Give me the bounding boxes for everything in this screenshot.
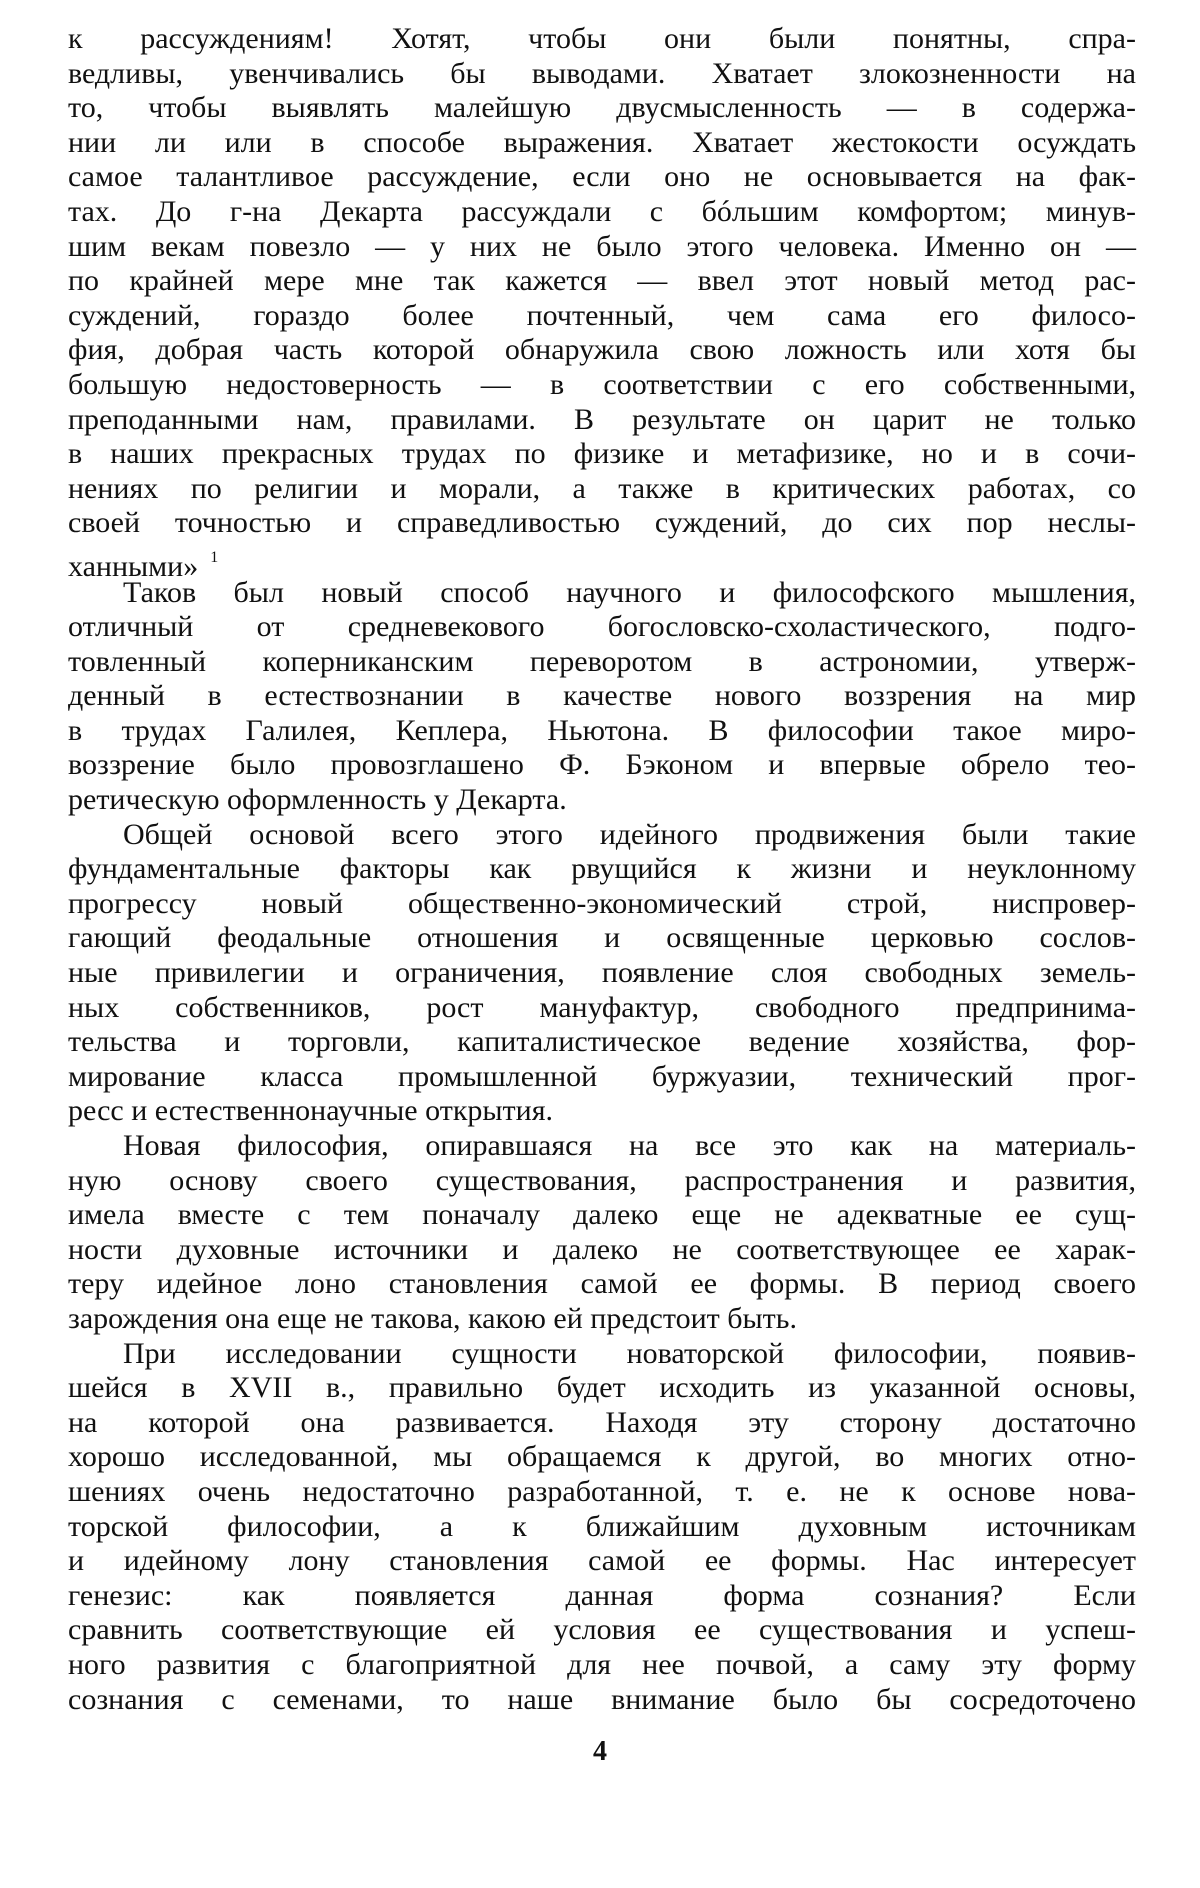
paragraph-1 <box>68 22 1136 583</box>
text-line: зарождения она еще не такова, какою ей предстоит быть. <box>68 1301 797 1335</box>
text-line: торской философии, а к ближайшим духовным источникам <box>68 1509 1136 1543</box>
text-line: сравнить соответствующие ей условия ее существования и успеш- <box>68 1613 1136 1647</box>
text-line: нениях по религии и морали, а также в критических работах, со <box>68 471 1136 505</box>
text-line: ханными» <box>68 549 199 583</box>
text-line: нии ли или в способе выражения. Хватает жестокости осуждать <box>68 125 1136 159</box>
paragraph-5 <box>68 1337 1136 1718</box>
text-line: суждений, гораздо более почтенный, чем сама его филосо- <box>68 298 1136 332</box>
text-line-with-footnote <box>68 541 1136 583</box>
text-line: самое талантливое рассуждение, если оно не основывается на фак- <box>68 160 1136 194</box>
text-line: ности духовные источники и далеко не соответствующее ее харак- <box>68 1232 1136 1266</box>
text-line: то, чтобы выявлять малейшую двусмысленность — в содержа- <box>68 91 1136 125</box>
paragraph-4 <box>68 1129 1136 1337</box>
paragraph-2 <box>68 576 1136 818</box>
text-line: денный в естествознании в качестве нового воззрения на мир <box>68 679 1136 713</box>
page-number: 4 <box>593 1736 607 1767</box>
text-line: ные привилегии и ограничения, появление слоя свободных земель- <box>68 956 1136 990</box>
text-line: ного развития с благоприятной для нее почвой, а саму эту форму <box>68 1647 1136 1681</box>
text-line: отличный от средневекового богословско-схоластического, подго- <box>68 610 1136 644</box>
text-line: по крайней мере мне так кажется — ввел этот новый метод рас- <box>68 264 1136 298</box>
text-line: тельства и торговли, капиталистическое ведение хозяйства, фор- <box>68 1025 1136 1059</box>
page-body <box>68 22 1136 1717</box>
text-line: шейся в XVII в., правильно будет исходить из указанной основы, <box>68 1371 1136 1405</box>
text-line: ную основу своего существования, распространения и развития, <box>68 1163 1136 1197</box>
text-line: и идейному лону становления самой ее формы. Нас интересует <box>68 1544 1136 1578</box>
text-line: хорошо исследованной, мы обращаемся к другой, во многих отно- <box>68 1440 1136 1474</box>
text-line: гающий феодальные отношения и освященные церковью сослов- <box>68 921 1136 955</box>
text-line: преподанными нам, правилами. В результате он царит не только <box>68 402 1136 436</box>
text-line: тах. До г-на Декарта рассуждали с бóльшим комфортом; минув- <box>68 194 1136 228</box>
text-line: фия, добрая часть которой обнаружила свою ложность или хотя бы <box>68 333 1136 367</box>
text-line: своей точностью и справедливостью суждений, до сих пор неслы- <box>68 506 1136 540</box>
text-line: сознания с семенами, то наше внимание было бы сосредоточено <box>68 1682 1136 1716</box>
text-line: Таков был новый способ научного и философского мышления, <box>123 575 1136 609</box>
footnote-marker: 1 <box>210 548 219 566</box>
text-line: в трудах Галилея, Кеплера, Ньютона. В философии такое миро- <box>68 713 1136 747</box>
text-line: имела вместе с тем поначалу далеко еще не адекватные ее сущ- <box>68 1198 1136 1232</box>
text-line: Новая философия, опиравшаяся на все это как на материаль- <box>123 1129 1136 1162</box>
text-line: на которой она развивается. Находя эту сторону достаточно <box>68 1405 1136 1439</box>
text-line: ведливы, увенчивались бы выводами. Хватает злокозненности на <box>68 56 1136 90</box>
text-line: генезис: как появляется данная форма сознания? Если <box>68 1578 1136 1612</box>
text-line: теру идейное лоно становления самой ее формы. В период своего <box>68 1267 1136 1301</box>
paragraph-3 <box>68 818 1136 1129</box>
text-line: шениях очень недостаточно разработанной, т. е. не к основе нова- <box>68 1474 1136 1508</box>
text-line: ных собственников, рост мануфактур, свободного предпринима- <box>68 990 1136 1024</box>
text-line: Общей основой всего этого идейного продвижения были такие <box>123 817 1136 851</box>
text-line: к рассуждениям! Хотят, чтобы они были понятны, спра- <box>68 22 1136 55</box>
text-line: При исследовании сущности новаторской философии, появив- <box>123 1336 1136 1370</box>
text-line: ретическую оформленность у Декарта. <box>68 783 567 817</box>
text-line: фундаментальные факторы как рвущийся к жизни и неуклонному <box>68 852 1136 886</box>
text-line: ресс и естественнонаучные открытия. <box>68 1094 554 1128</box>
text-line: воззрение было провозглашено Ф. Бэконом и впервые обрело тео- <box>68 748 1136 782</box>
text-line: товленный коперниканским переворотом в астрономии, утверж- <box>68 644 1136 678</box>
text-line: в наших прекрасных трудах по физике и метафизике, но и в сочи- <box>68 437 1136 471</box>
text-line: мирование класса промышленной буржуазии, технический прог- <box>68 1059 1136 1093</box>
text-line: большую недостоверность — в соответствии с его собственными, <box>68 367 1136 401</box>
text-line: шим векам повезло — у них не было этого человека. Именно он — <box>68 229 1136 263</box>
text-line: прогрессу новый общественно-экономический строй, ниспровер- <box>68 886 1136 920</box>
